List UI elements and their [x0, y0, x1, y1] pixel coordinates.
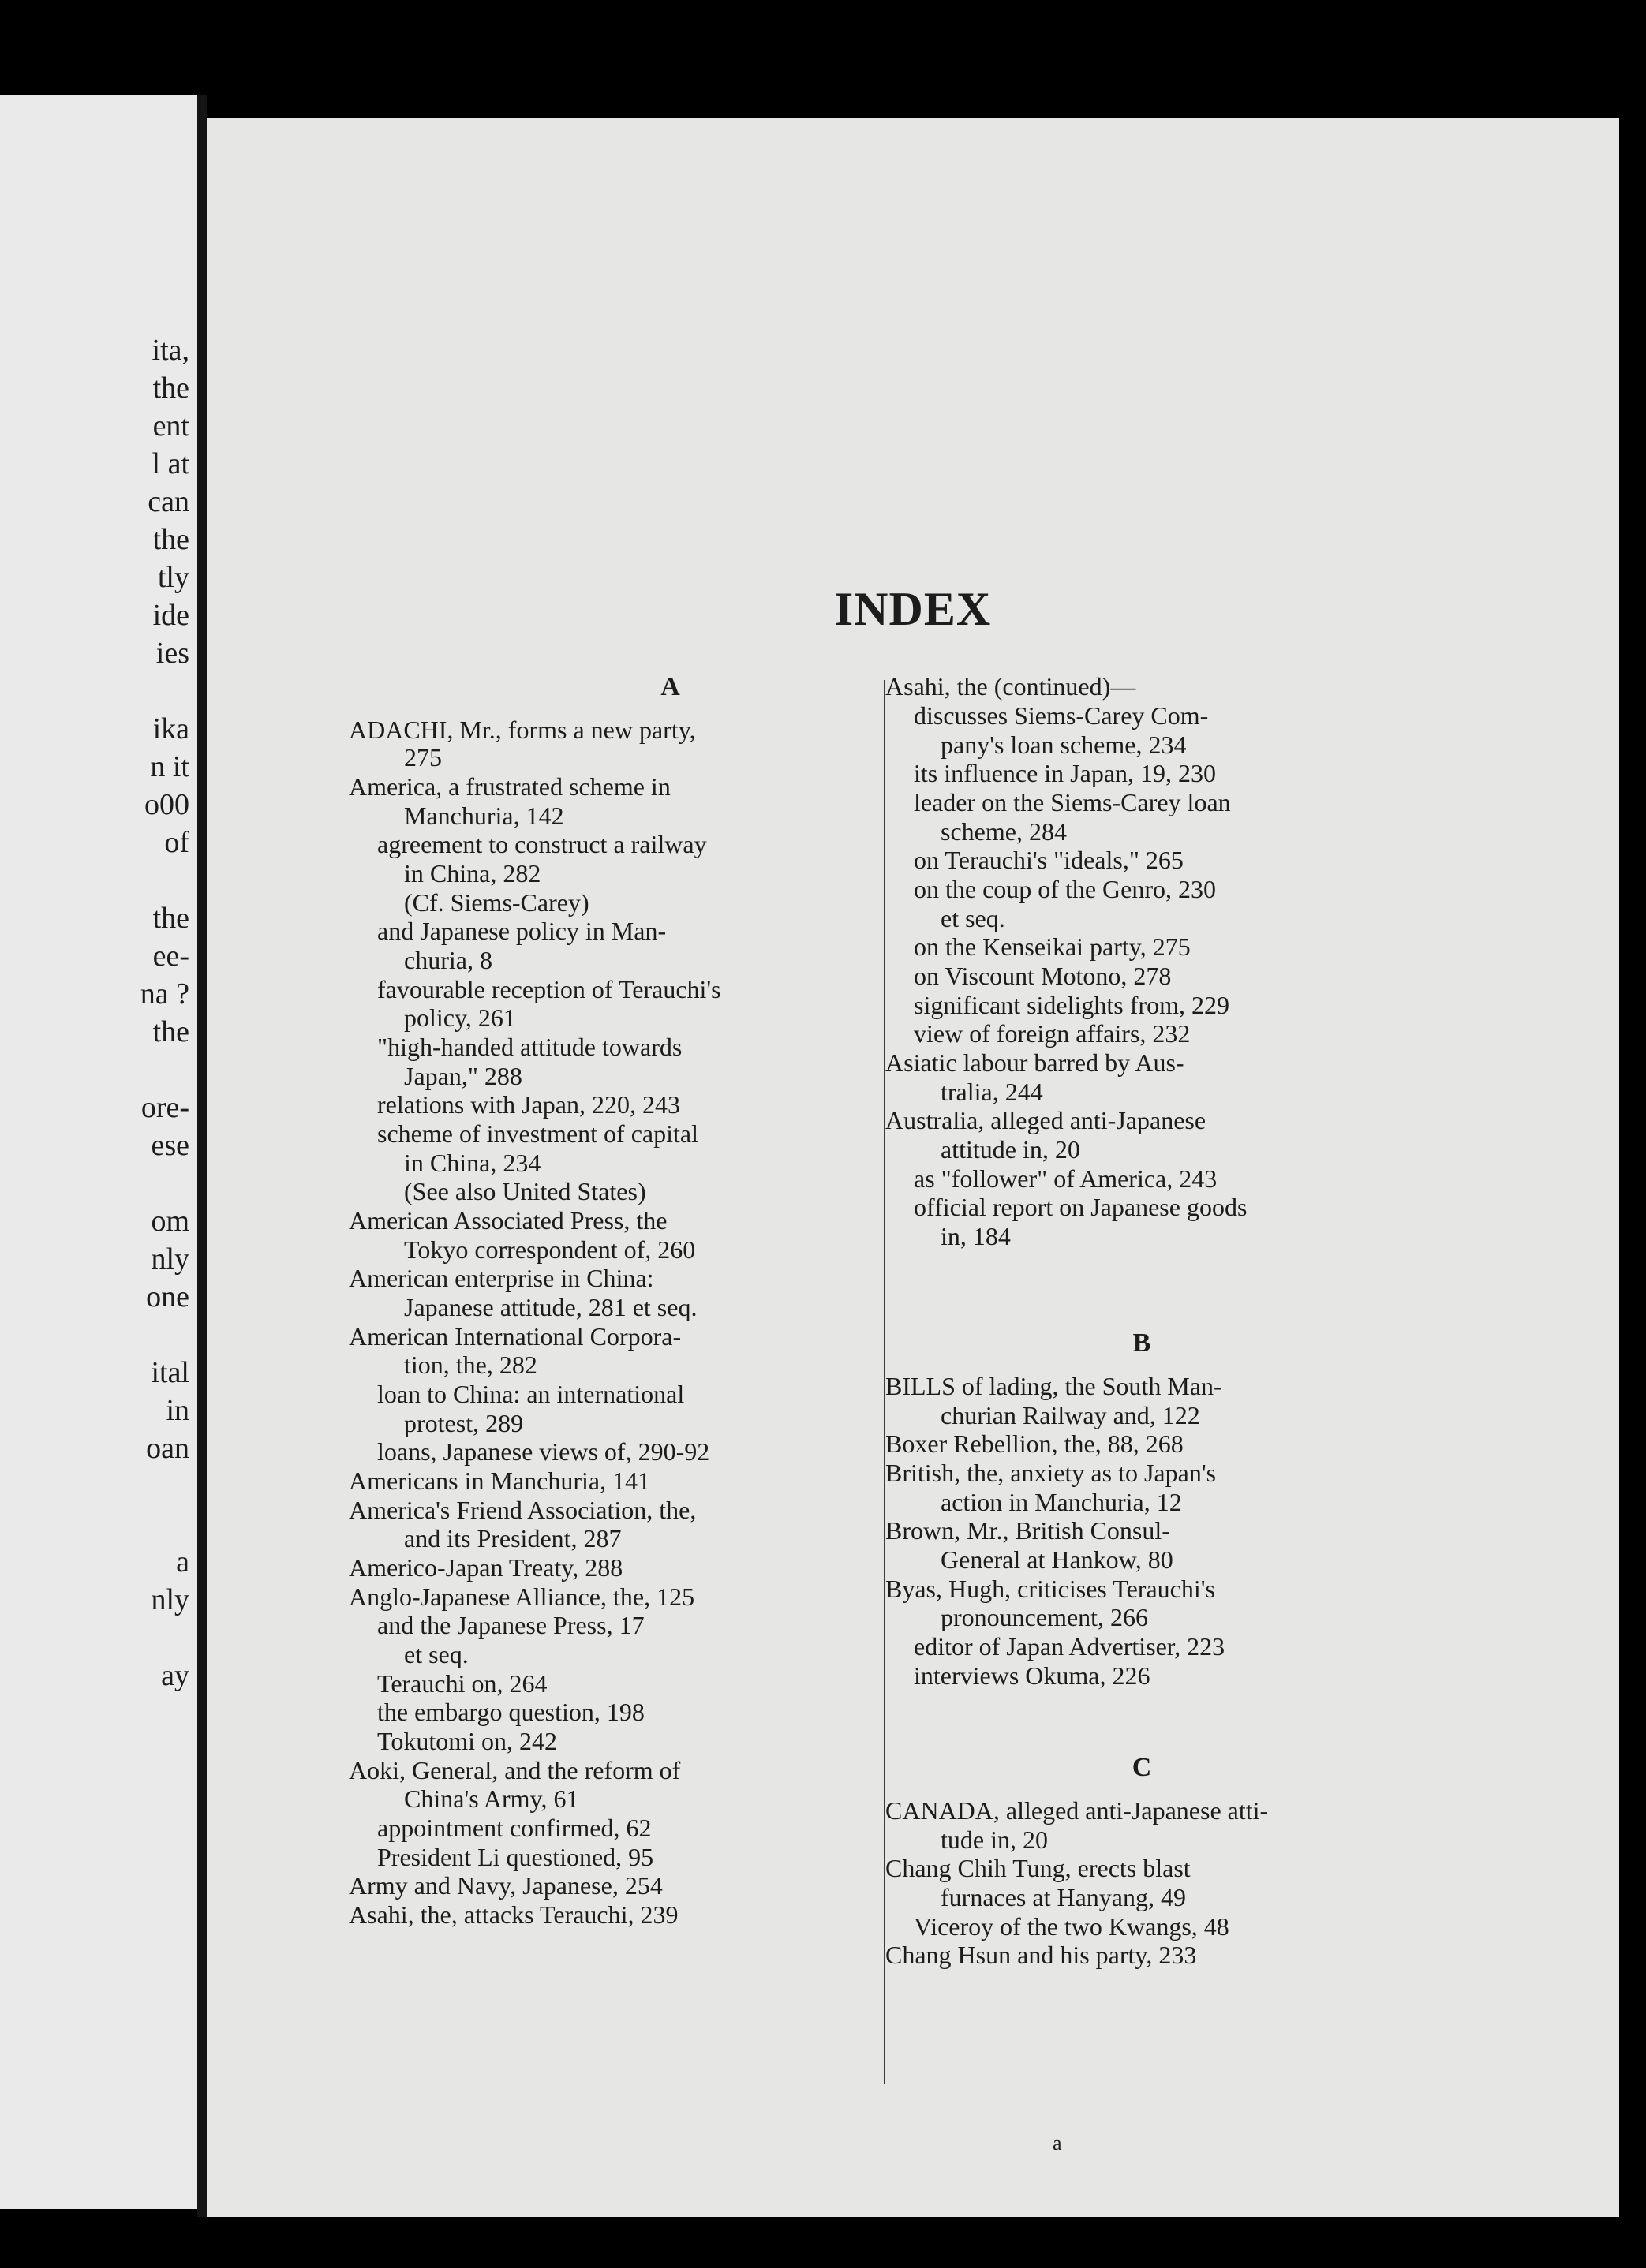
index-entry: pany's loan scheme, 234: [941, 730, 1187, 759]
index-entry: and its President, 287: [404, 1524, 622, 1552]
index-entry: Chang Hsun and his party, 233: [885, 1941, 1197, 1969]
index-entry: attitude in, 20: [941, 1135, 1080, 1164]
section-letter: C: [1132, 1753, 1152, 1782]
left-page-fragment: nly: [151, 1583, 189, 1616]
index-entry: on the coup of the Genro, 230: [914, 875, 1217, 903]
section-letter: A: [660, 672, 680, 701]
book-gutter: [197, 95, 207, 2217]
index-entry: in China, 282: [404, 859, 541, 887]
index-entry: tude in, 20: [941, 1825, 1048, 1854]
left-page-edge: [0, 95, 197, 2209]
index-entry: favourable reception of Terauchi's: [377, 975, 721, 1003]
index-entry: leader on the Siems-Carey loan: [914, 788, 1231, 816]
index-entry: "high-handed attitude towards: [377, 1033, 683, 1061]
index-entry: churian Railway and, 122: [941, 1401, 1200, 1429]
index-entry: et seq.: [941, 904, 1005, 932]
index-entry: CANADA, alleged anti-Japanese atti-: [885, 1796, 1269, 1825]
left-page-fragment: ies: [155, 637, 189, 670]
left-page-fragment: ore-: [140, 1091, 189, 1124]
index-entry: and the Japanese Press, 17: [377, 1611, 645, 1639]
index-entry: appointment confirmed, 62: [377, 1814, 652, 1842]
index-entry: Terauchi on, 264: [377, 1669, 548, 1698]
index-entry: furnaces at Hanyang, 49: [941, 1883, 1186, 1911]
index-entry: Anglo-Japanese Alliance, the, 125: [349, 1582, 695, 1611]
index-entry: on the Kenseikai party, 275: [914, 932, 1191, 961]
index-entry: Japanese attitude, 281 et seq.: [404, 1293, 698, 1321]
left-page-fragment: nly: [151, 1242, 189, 1276]
index-entry: America, a frustrated scheme in: [349, 772, 671, 801]
index-entry: American enterprise in China:: [349, 1264, 654, 1292]
index-entry: its influence in Japan, 19, 230: [914, 759, 1217, 787]
index-entry: Tokyo correspondent of, 260: [404, 1235, 696, 1264]
index-entry: protest, 289: [404, 1409, 524, 1437]
index-entry: discusses Siems-Carey Com-: [914, 701, 1209, 730]
index-entry: in China, 234: [404, 1149, 541, 1177]
index-entry: America's Friend Association, the,: [349, 1496, 697, 1524]
left-page-fragment: n it: [150, 750, 189, 783]
index-entry: Boxer Rebellion, the, 88, 268: [885, 1429, 1184, 1458]
index-entry: the embargo question, 198: [377, 1698, 645, 1726]
left-page-fragment: ika: [152, 712, 189, 745]
index-entry: interviews Okuma, 226: [914, 1661, 1150, 1690]
left-page-fragment: om: [151, 1205, 189, 1238]
index-entry: Aoki, General, and the reform of: [349, 1756, 681, 1784]
index-entry: Viceroy of the two Kwangs, 48: [914, 1912, 1229, 1941]
index-entry: as "follower" of America, 243: [914, 1164, 1218, 1193]
left-page-fragment: one: [146, 1280, 189, 1313]
index-entry: Australia, alleged anti-Japanese: [885, 1106, 1206, 1134]
index-entry: relations with Japan, 220, 243: [377, 1090, 680, 1119]
index-entry: Japan," 288: [404, 1062, 522, 1090]
index-entry: American International Corpora-: [349, 1322, 682, 1351]
index-entry: ADACHI, Mr., forms a new party,: [349, 716, 696, 744]
section-letter: B: [1132, 1328, 1151, 1358]
left-page-fragment: tly: [157, 561, 189, 594]
left-page-fragment: a: [176, 1545, 189, 1579]
index-entry: (See also United States): [404, 1177, 646, 1205]
index-entry: editor of Japan Advertiser, 223: [914, 1632, 1225, 1661]
index-entry: Army and Navy, Japanese, 254: [349, 1871, 663, 1900]
index-entry: tralia, 244: [941, 1078, 1043, 1106]
index-entry: significant sidelights from, 229: [914, 991, 1229, 1019]
index-entry: view of foreign affairs, 232: [914, 1019, 1191, 1048]
index-entry: General at Hankow, 80: [941, 1545, 1173, 1574]
index-entry: Manchuria, 142: [404, 801, 564, 830]
index-entry: Chang Chih Tung, erects blast: [885, 1854, 1191, 1882]
left-page-fragment: ita,: [152, 334, 189, 367]
left-page-fragment: o00: [144, 788, 189, 821]
left-page-fragment: can: [148, 485, 189, 518]
left-page-fragment: ee-: [152, 940, 189, 973]
left-page-fragment: of: [164, 826, 189, 859]
index-entry: action in Manchuria, 12: [941, 1488, 1182, 1516]
index-entry: scheme of investment of capital: [377, 1119, 698, 1148]
index-entry: Asahi, the, attacks Terauchi, 239: [349, 1900, 679, 1929]
index-entry: (Cf. Siems-Carey): [404, 888, 589, 917]
index-entry: 275: [404, 743, 442, 772]
left-page-fragment: the: [152, 523, 189, 556]
index-entry: on Viscount Motono, 278: [914, 962, 1172, 990]
index-entry: Byas, Hugh, criticises Terauchi's: [885, 1575, 1215, 1603]
index-entry: President Li questioned, 95: [377, 1843, 654, 1871]
index-entry: in, 184: [941, 1222, 1011, 1250]
index-entry: China's Army, 61: [404, 1784, 579, 1813]
index-entry: Americo-Japan Treaty, 288: [349, 1553, 623, 1582]
index-entry: tion, the, 282: [404, 1351, 537, 1379]
index-entry: and Japanese policy in Man-: [377, 917, 667, 945]
index-page: [207, 118, 1619, 2217]
left-page-fragment: ide: [152, 599, 189, 632]
index-entry: British, the, anxiety as to Japan's: [885, 1459, 1217, 1487]
index-entry: loans, Japanese views of, 290-92: [377, 1437, 710, 1466]
left-page-fragment: in: [166, 1394, 189, 1427]
index-entry: on Terauchi's "ideals," 265: [914, 846, 1184, 874]
left-page-fragment: l at: [152, 447, 189, 480]
left-page-fragment: na ?: [140, 977, 189, 1011]
left-page-fragment: ay: [161, 1659, 189, 1692]
index-entry: BILLS of lading, the South Man-: [885, 1372, 1222, 1400]
left-page-fragment: the: [152, 1015, 189, 1048]
index-entry: churia, 8: [404, 946, 492, 974]
index-entry: agreement to construct a railway: [377, 830, 707, 858]
index-entry: loan to China: an international: [377, 1380, 685, 1408]
index-entry: Americans in Manchuria, 141: [349, 1467, 651, 1495]
left-page-fragment: ent: [152, 409, 189, 443]
left-page-fragment: ital: [151, 1356, 189, 1389]
left-page-fragment: the: [152, 902, 189, 935]
index-entry: Brown, Mr., British Consul-: [885, 1516, 1170, 1545]
index-entry: Tokutomi on, 242: [377, 1727, 557, 1755]
index-entry: official report on Japanese goods: [914, 1193, 1248, 1221]
index-entry: pronouncement, 266: [941, 1603, 1149, 1631]
footer-mark: a: [1053, 2132, 1062, 2154]
index-entry: Asahi, the (continued)—: [885, 672, 1136, 701]
index-entry: et seq.: [404, 1640, 469, 1668]
page-title: INDEX: [834, 583, 992, 635]
index-entry: American Associated Press, the: [349, 1206, 668, 1235]
index-entry: scheme, 284: [941, 817, 1067, 846]
left-page-fragment: oan: [146, 1432, 189, 1465]
index-entry: Asiatic labour barred by Aus-: [885, 1048, 1184, 1077]
left-page-fragment: the: [152, 372, 189, 405]
left-page-fragment: ese: [151, 1129, 189, 1162]
index-entry: policy, 261: [404, 1003, 516, 1032]
